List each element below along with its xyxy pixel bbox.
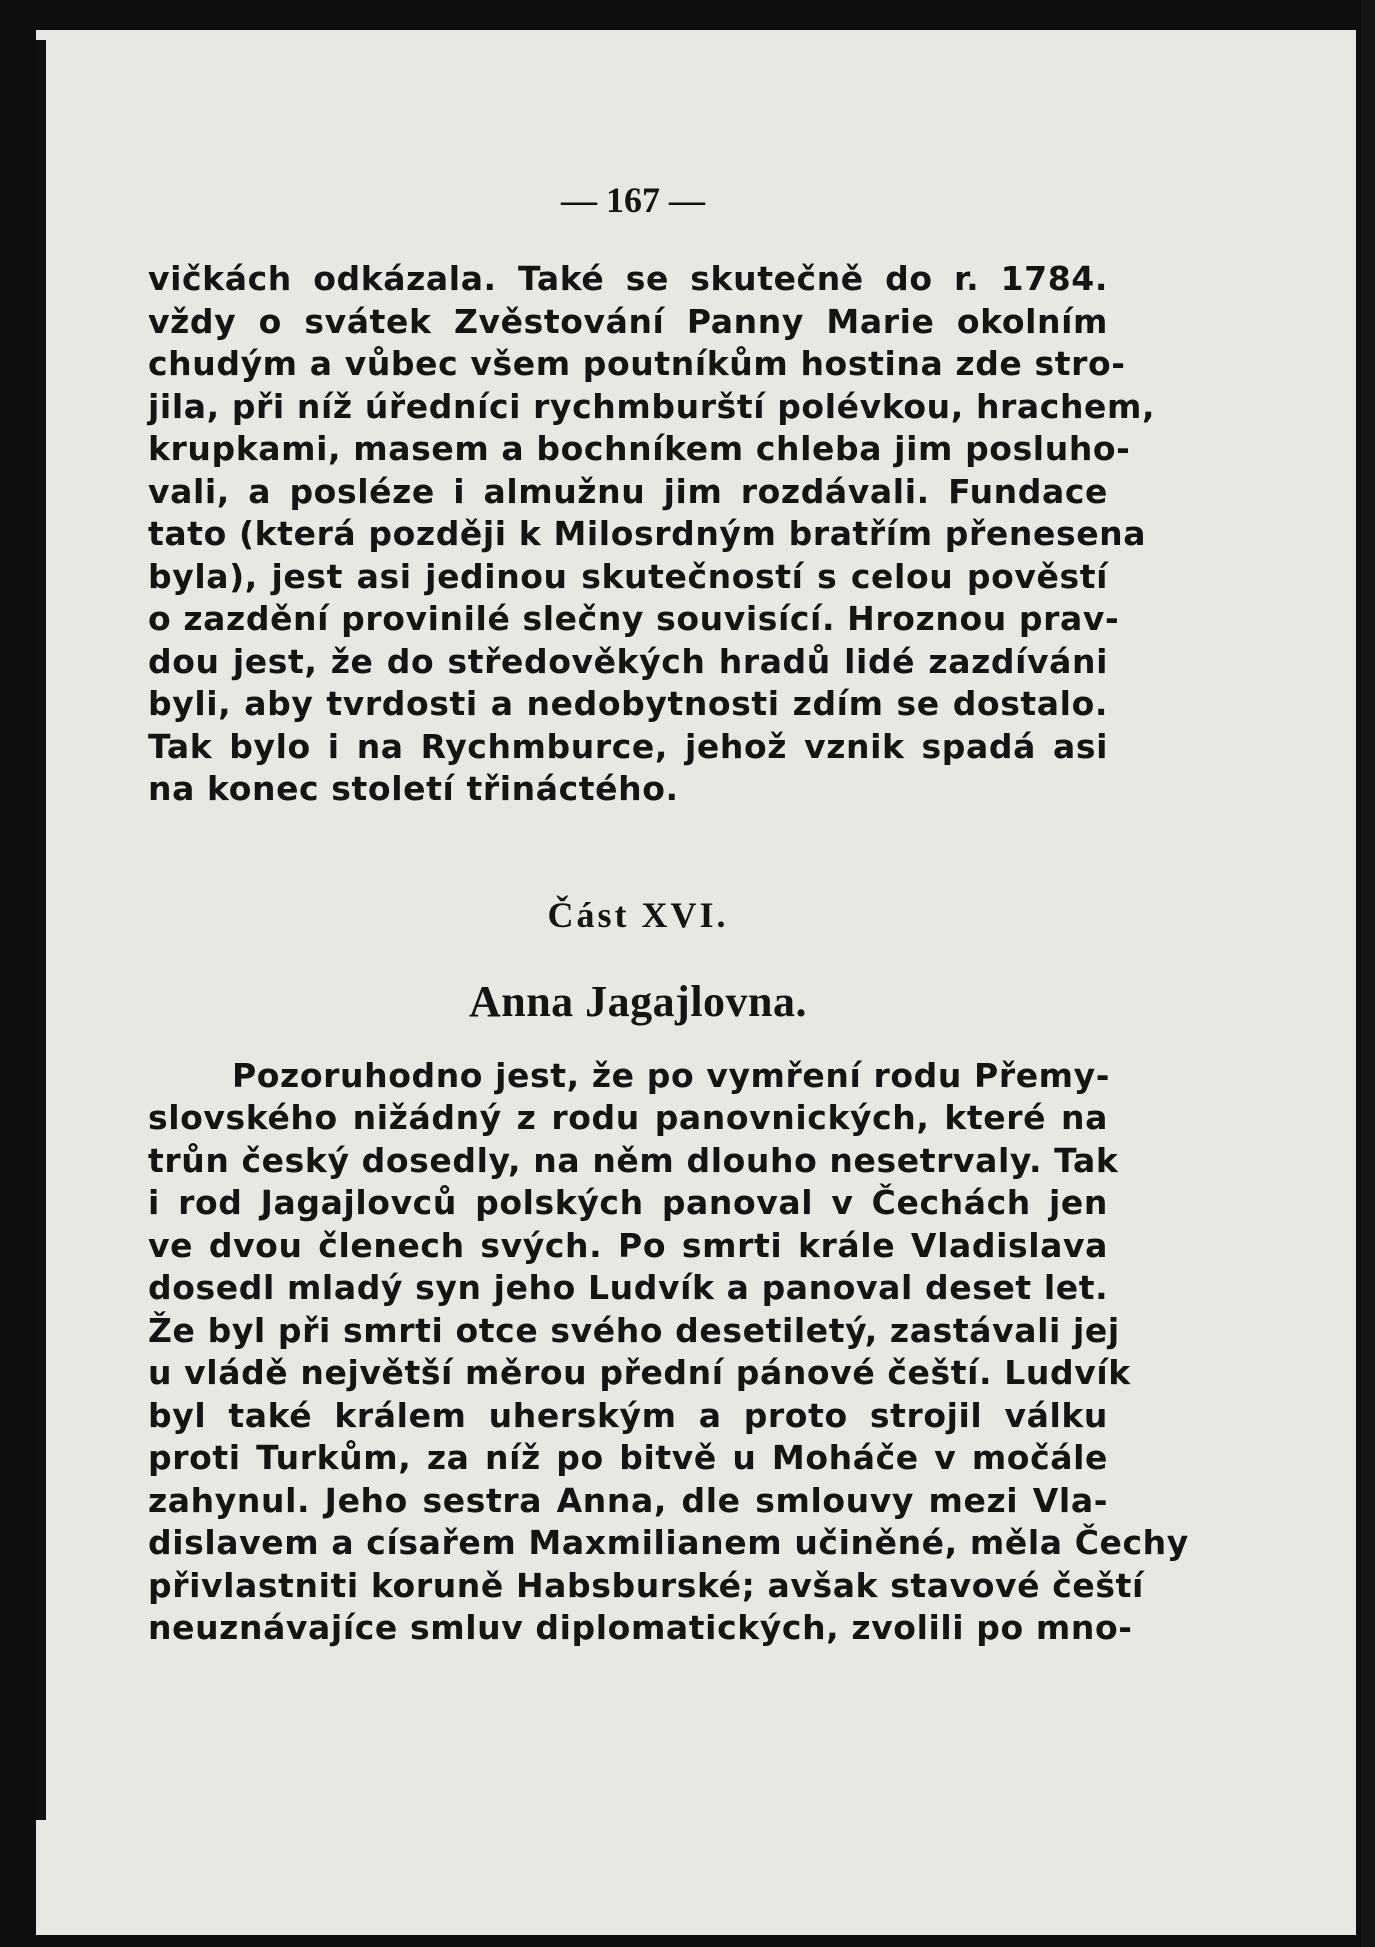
text-line: dou jest, že do středověkých hradů lidé zazdíváni bbox=[148, 641, 1108, 681]
text-line: i rod Jagajlovců polských panoval v Čechách jen bbox=[148, 1183, 1108, 1222]
text-line: trůn český dosedly, na něm dlouho nesetrvaly. Tak bbox=[148, 1140, 1119, 1180]
text-line: Že byl při smrti otce svého desetiletý, zastávali jej bbox=[148, 1310, 1120, 1350]
paragraph-2 bbox=[148, 1055, 1189, 1650]
text-line: byli, aby tvrdosti a nedobytnosti zdím se dostalo. bbox=[148, 684, 1108, 723]
text-line: slovského nižádný z rodu panovnických, které na bbox=[148, 1098, 1108, 1137]
text-line: vali, a posléze i almužnu jim rozdávali. Fundace bbox=[148, 471, 1108, 511]
page-number: — 167 — bbox=[561, 180, 705, 220]
text-line: vičkách odkázala. Také se skutečně do r. 1784. bbox=[148, 259, 1108, 298]
text-line: Tak bylo i na Rychmburce, jehož vznik spadá asi bbox=[148, 726, 1108, 766]
text-line: chudým a vůbec všem poutníkům hostina zde stro- bbox=[148, 344, 1126, 383]
text-line: dislavem a císařem Maxmilianem učiněné, měla Čechy bbox=[148, 1523, 1189, 1562]
text-line: o zazdění provinilé slečny souvisící. Hroznou prav- bbox=[148, 599, 1120, 638]
text-line: tato (která později k Milosrdným bratřím přenesena bbox=[148, 514, 1147, 553]
text-line: u vládě největší měrou přední pánové čeští. Ludvík bbox=[148, 1353, 1131, 1392]
chapter-title: Anna Jagajlovna. bbox=[468, 976, 808, 1026]
text-line: Pozoruhodno jest, že po vymření rodu Přemy- bbox=[232, 1055, 1111, 1095]
page-text bbox=[148, 170, 1189, 1650]
text-line: byla), jest asi jedinou skutečností s celou pověstí bbox=[148, 556, 1108, 596]
text-line: dosedl mladý syn jeho Ludvík a panoval deset let. bbox=[148, 1268, 1109, 1307]
text-line: přivlastniti koruně Habsburské; avšak stavové čeští bbox=[148, 1565, 1144, 1605]
part-heading: Část XVI. bbox=[547, 894, 729, 935]
text-line: byl také králem uherským a proto strojil válku bbox=[148, 1395, 1108, 1435]
text-line: zahynul. Jeho sestra Anna, dle smlouvy mezi Vla- bbox=[148, 1480, 1108, 1520]
paragraph-1 bbox=[148, 258, 1156, 811]
text-line: proti Turkům, za níž po bitvě u Moháče v močále bbox=[148, 1438, 1108, 1477]
text-line: krupkami, masem a bochníkem chleba jim posluho- bbox=[148, 429, 1131, 468]
scan-right-edge bbox=[1361, 0, 1375, 1947]
text-line: jila, při níž úředníci rychmburští polévkou, hrachem, bbox=[148, 386, 1156, 426]
binding-edge bbox=[36, 40, 46, 1820]
text-line: na konec století třináctého. bbox=[148, 769, 679, 808]
text-line: ve dvou členech svých. Po smrti krále Vladislava bbox=[148, 1225, 1108, 1265]
text-line: vždy o svátek Zvěstování Panny Marie okolním bbox=[148, 301, 1108, 341]
text-line: neuznávajíce smluv diplomatických, zvolili po mno- bbox=[148, 1608, 1133, 1647]
